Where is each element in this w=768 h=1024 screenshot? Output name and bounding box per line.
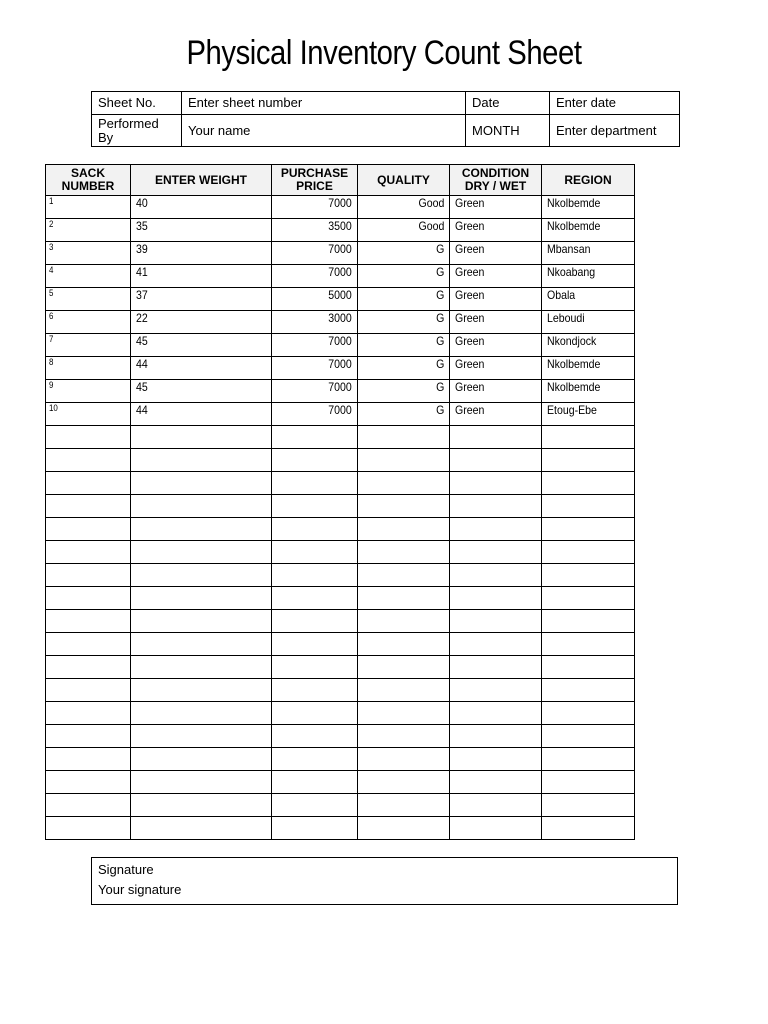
quality-cell[interactable] <box>358 564 450 587</box>
col-header-quality: QUALITY <box>358 165 450 196</box>
price-cell[interactable] <box>272 725 358 748</box>
region-cell[interactable]: Nkolbemde <box>542 219 635 242</box>
condition-cell[interactable]: Green <box>450 357 542 380</box>
empty-table-row <box>46 771 635 794</box>
condition-cell[interactable] <box>450 541 542 564</box>
sack-number-cell[interactable] <box>46 817 131 840</box>
empty-table-row <box>46 449 635 472</box>
quality-cell[interactable]: G <box>358 380 450 403</box>
region-cell[interactable] <box>542 518 635 541</box>
price-cell[interactable]: 7000 <box>272 334 358 357</box>
condition-cell[interactable] <box>450 771 542 794</box>
region-cell[interactable] <box>542 587 635 610</box>
table-row <box>46 219 635 242</box>
quality-cell[interactable] <box>358 610 450 633</box>
weight-cell[interactable] <box>131 610 272 633</box>
weight-cell[interactable] <box>131 748 272 771</box>
condition-cell[interactable]: Green <box>450 380 542 403</box>
price-cell[interactable]: 7000 <box>272 265 358 288</box>
signature-label: Signature <box>98 862 154 877</box>
region-cell[interactable] <box>542 541 635 564</box>
quality-cell[interactable] <box>358 633 450 656</box>
sack-number-cell[interactable] <box>46 748 131 771</box>
quality-cell[interactable]: G <box>358 403 450 426</box>
region-cell[interactable] <box>542 725 635 748</box>
quality-cell[interactable] <box>358 541 450 564</box>
sheet-no-label: Sheet No. <box>92 92 182 115</box>
weight-cell[interactable] <box>131 771 272 794</box>
price-cell[interactable] <box>272 817 358 840</box>
price-cell[interactable] <box>272 794 358 817</box>
weight-cell[interactable] <box>131 633 272 656</box>
table-row <box>46 311 635 334</box>
price-cell[interactable] <box>272 633 358 656</box>
weight-cell[interactable] <box>131 541 272 564</box>
quality-cell[interactable] <box>358 679 450 702</box>
condition-cell[interactable] <box>450 449 542 472</box>
weight-cell[interactable]: 45 <box>131 334 272 357</box>
weight-cell[interactable] <box>131 495 272 518</box>
empty-table-row <box>46 518 635 541</box>
empty-table-row <box>46 794 635 817</box>
quality-cell[interactable] <box>358 449 450 472</box>
condition-cell[interactable] <box>450 472 542 495</box>
region-cell[interactable]: Nkolbemde <box>542 357 635 380</box>
region-cell[interactable] <box>542 449 635 472</box>
date-label: Date <box>466 92 550 115</box>
region-cell[interactable]: Obala <box>542 288 635 311</box>
empty-table-row <box>46 817 635 840</box>
quality-cell[interactable] <box>358 495 450 518</box>
condition-cell[interactable]: Green <box>450 288 542 311</box>
region-cell[interactable] <box>542 426 635 449</box>
empty-table-row <box>46 656 635 679</box>
sack-number-cell[interactable] <box>46 564 131 587</box>
region-cell[interactable] <box>542 794 635 817</box>
quality-cell[interactable] <box>358 656 450 679</box>
empty-table-row <box>46 725 635 748</box>
sack-number-cell[interactable]: 7 <box>46 334 131 357</box>
col-header-region: REGION <box>542 165 635 196</box>
sack-number-cell[interactable] <box>46 656 131 679</box>
condition-cell[interactable]: Green <box>450 403 542 426</box>
weight-cell[interactable]: 35 <box>131 219 272 242</box>
region-cell[interactable] <box>542 633 635 656</box>
condition-cell[interactable] <box>450 610 542 633</box>
quality-cell[interactable] <box>358 725 450 748</box>
weight-cell[interactable]: 45 <box>131 380 272 403</box>
sack-number-cell[interactable]: 10 <box>46 403 131 426</box>
region-cell[interactable] <box>542 610 635 633</box>
sack-number-cell[interactable] <box>46 518 131 541</box>
sack-number-cell[interactable] <box>46 679 131 702</box>
condition-cell[interactable] <box>450 587 542 610</box>
weight-cell[interactable]: 44 <box>131 403 272 426</box>
sack-number-cell[interactable]: 8 <box>46 357 131 380</box>
weight-cell[interactable] <box>131 794 272 817</box>
quality-cell[interactable]: G <box>358 265 450 288</box>
sheet-info-table <box>91 91 680 147</box>
sack-number-cell[interactable] <box>46 771 131 794</box>
inventory-body <box>46 196 635 840</box>
weight-cell[interactable]: 39 <box>131 242 272 265</box>
region-cell[interactable] <box>542 817 635 840</box>
condition-cell[interactable] <box>450 633 542 656</box>
region-cell[interactable] <box>542 472 635 495</box>
sack-number-cell[interactable]: 4 <box>46 265 131 288</box>
condition-cell[interactable]: Green <box>450 334 542 357</box>
price-cell[interactable]: 7000 <box>272 242 358 265</box>
quality-cell[interactable] <box>358 771 450 794</box>
price-cell[interactable] <box>272 748 358 771</box>
weight-cell[interactable] <box>131 564 272 587</box>
date-field[interactable]: Enter date <box>550 92 680 115</box>
col-header-sack-number: SACK NUMBER <box>46 165 131 196</box>
quality-cell[interactable]: Good <box>358 196 450 219</box>
signature-box <box>91 857 678 905</box>
sack-number-cell[interactable] <box>46 449 131 472</box>
empty-table-row <box>46 564 635 587</box>
condition-cell[interactable]: Green <box>450 311 542 334</box>
col-header-condition: CONDITION DRY / WET <box>450 165 542 196</box>
month-label: MONTH <box>466 115 550 147</box>
sack-number-cell[interactable]: 5 <box>46 288 131 311</box>
price-cell[interactable] <box>272 771 358 794</box>
table-row <box>46 242 635 265</box>
empty-table-row <box>46 472 635 495</box>
weight-cell[interactable] <box>131 449 272 472</box>
sheet-no-field[interactable]: Enter sheet number <box>182 92 466 115</box>
empty-table-row <box>46 426 635 449</box>
quality-cell[interactable] <box>358 748 450 771</box>
col-header-weight: ENTER WEIGHT <box>131 165 272 196</box>
price-cell[interactable]: 3500 <box>272 219 358 242</box>
table-row <box>46 357 635 380</box>
col-header-purchase-price: PURCHASE PRICE <box>272 165 358 196</box>
region-cell[interactable]: Nkondjock <box>542 334 635 357</box>
empty-table-row <box>46 587 635 610</box>
price-cell[interactable]: 3000 <box>272 311 358 334</box>
region-cell[interactable] <box>542 495 635 518</box>
price-cell[interactable] <box>272 541 358 564</box>
region-cell[interactable] <box>542 564 635 587</box>
weight-cell[interactable]: 37 <box>131 288 272 311</box>
sheet-info-row <box>92 92 680 115</box>
region-cell[interactable] <box>542 656 635 679</box>
weight-cell[interactable]: 40 <box>131 196 272 219</box>
condition-cell[interactable]: Green <box>450 265 542 288</box>
quality-cell[interactable] <box>358 702 450 725</box>
condition-cell[interactable] <box>450 702 542 725</box>
quality-cell[interactable] <box>358 817 450 840</box>
quality-cell[interactable] <box>358 794 450 817</box>
sack-number-cell[interactable] <box>46 495 131 518</box>
empty-table-row <box>46 748 635 771</box>
price-cell[interactable] <box>272 449 358 472</box>
table-row <box>46 403 635 426</box>
sack-number-cell[interactable] <box>46 541 131 564</box>
weight-cell[interactable] <box>131 426 272 449</box>
condition-cell[interactable] <box>450 817 542 840</box>
price-cell[interactable]: 5000 <box>272 288 358 311</box>
price-cell[interactable] <box>272 472 358 495</box>
condition-cell[interactable] <box>450 426 542 449</box>
table-row <box>46 265 635 288</box>
condition-cell[interactable] <box>450 564 542 587</box>
weight-cell[interactable] <box>131 725 272 748</box>
weight-cell[interactable] <box>131 472 272 495</box>
price-cell[interactable] <box>272 495 358 518</box>
price-cell[interactable]: 7000 <box>272 357 358 380</box>
sheet-info-row <box>92 115 680 147</box>
condition-cell[interactable]: Green <box>450 219 542 242</box>
quality-cell[interactable]: G <box>358 311 450 334</box>
price-cell[interactable] <box>272 702 358 725</box>
condition-cell[interactable] <box>450 518 542 541</box>
weight-cell[interactable] <box>131 817 272 840</box>
sack-number-cell[interactable]: 2 <box>46 219 131 242</box>
weight-cell[interactable] <box>131 702 272 725</box>
condition-cell[interactable] <box>450 656 542 679</box>
empty-table-row <box>46 633 635 656</box>
weight-cell[interactable]: 22 <box>131 311 272 334</box>
sack-number-cell[interactable]: 1 <box>46 196 131 219</box>
performed-by-label: Performed By <box>92 115 182 147</box>
empty-table-row <box>46 702 635 725</box>
condition-cell[interactable] <box>450 495 542 518</box>
price-cell[interactable] <box>272 587 358 610</box>
table-row <box>46 380 635 403</box>
quality-cell[interactable] <box>358 587 450 610</box>
sack-number-cell[interactable] <box>46 633 131 656</box>
empty-table-row <box>46 495 635 518</box>
sack-number-cell[interactable] <box>46 794 131 817</box>
sack-number-cell[interactable]: 6 <box>46 311 131 334</box>
price-cell[interactable] <box>272 518 358 541</box>
region-cell[interactable]: Nkolbemde <box>542 380 635 403</box>
region-cell[interactable]: Mbansan <box>542 242 635 265</box>
region-cell[interactable]: Etoug-Ebe <box>542 403 635 426</box>
inventory-header-row <box>46 165 635 196</box>
weight-cell[interactable]: 44 <box>131 357 272 380</box>
region-cell[interactable] <box>542 702 635 725</box>
sack-number-cell[interactable] <box>46 587 131 610</box>
price-cell[interactable] <box>272 610 358 633</box>
weight-cell[interactable] <box>131 587 272 610</box>
price-cell[interactable] <box>272 564 358 587</box>
page-title: Physical Inventory Count Sheet <box>186 34 582 72</box>
table-row <box>46 334 635 357</box>
quality-cell[interactable]: G <box>358 334 450 357</box>
weight-cell[interactable] <box>131 656 272 679</box>
price-cell[interactable]: 7000 <box>272 403 358 426</box>
quality-cell[interactable]: Good <box>358 219 450 242</box>
quality-cell[interactable] <box>358 518 450 541</box>
empty-table-row <box>46 541 635 564</box>
weight-cell[interactable]: 41 <box>131 265 272 288</box>
price-cell[interactable]: 7000 <box>272 196 358 219</box>
sack-number-cell[interactable] <box>46 426 131 449</box>
weight-cell[interactable] <box>131 679 272 702</box>
condition-cell[interactable] <box>450 794 542 817</box>
sack-number-cell[interactable] <box>46 725 131 748</box>
condition-cell[interactable] <box>450 725 542 748</box>
price-cell[interactable] <box>272 679 358 702</box>
region-cell[interactable]: Nkoabang <box>542 265 635 288</box>
condition-cell[interactable] <box>450 679 542 702</box>
region-cell[interactable]: Nkolbemde <box>542 196 635 219</box>
empty-table-row <box>46 679 635 702</box>
weight-cell[interactable] <box>131 518 272 541</box>
sack-number-cell[interactable]: 3 <box>46 242 131 265</box>
inventory-table <box>45 164 635 840</box>
signature-field[interactable]: Your signature <box>98 882 182 897</box>
condition-cell[interactable]: Green <box>450 196 542 219</box>
sack-number-cell[interactable] <box>46 472 131 495</box>
quality-cell[interactable] <box>358 472 450 495</box>
sack-number-cell[interactable]: 9 <box>46 380 131 403</box>
empty-table-row <box>46 610 635 633</box>
department-field[interactable]: Enter department <box>550 115 680 147</box>
sack-number-cell[interactable] <box>46 702 131 725</box>
region-cell[interactable] <box>542 771 635 794</box>
price-cell[interactable] <box>272 426 358 449</box>
quality-cell[interactable]: G <box>358 357 450 380</box>
price-cell[interactable]: 7000 <box>272 380 358 403</box>
region-cell[interactable] <box>542 679 635 702</box>
table-row <box>46 196 635 219</box>
condition-cell[interactable] <box>450 748 542 771</box>
region-cell[interactable] <box>542 748 635 771</box>
performed-by-field[interactable]: Your name <box>182 115 466 147</box>
quality-cell[interactable] <box>358 426 450 449</box>
condition-cell[interactable]: Green <box>450 242 542 265</box>
quality-cell[interactable]: G <box>358 288 450 311</box>
sack-number-cell[interactable] <box>46 610 131 633</box>
quality-cell[interactable]: G <box>358 242 450 265</box>
price-cell[interactable] <box>272 656 358 679</box>
region-cell[interactable]: Leboudi <box>542 311 635 334</box>
table-row <box>46 288 635 311</box>
